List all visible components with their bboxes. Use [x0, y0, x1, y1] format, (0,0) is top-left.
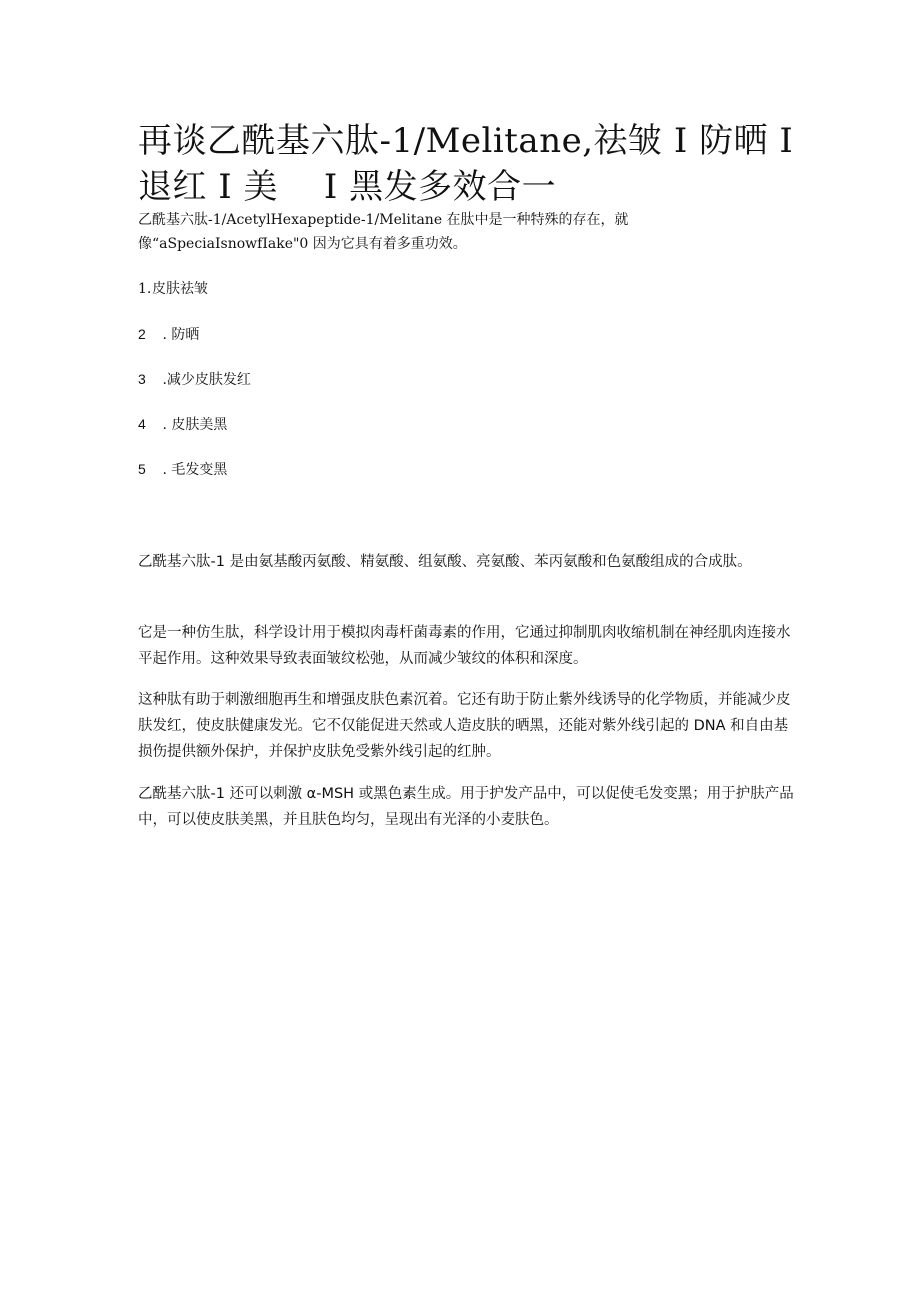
list-item [138, 368, 538, 413]
list-item [138, 413, 538, 458]
list-item-text: . 毛发变黑 [158, 462, 228, 478]
body-paragraph: 它是一种仿生肽，科学设计用于模拟肉毒杆菌毒素的作用，它通过抑制肌肉收缩机制在神经肌肉连接水平起作用。这种效果导致表面皱纹松弛，从而减少皱纹的体积和深度。 [138, 625, 791, 667]
body-paragraph: 乙酰基六肽-1 是由氨基酸丙氨酸、精氨酸、组氨酸、亮氨酸、苯丙氨酸和色氨酸组成的合成肽。 [138, 554, 752, 570]
list-item [138, 323, 538, 368]
body-paragraph: 乙酰基六肽-1 还可以刺激 α-MSH 或黑色素生成。用于护发产品中，可以促使毛发变黑；用于护肤产品中，可以使皮肤美黑，并且肤色均匀，呈现出有光泽的小麦肤色。 [138, 786, 794, 828]
intro-paragraph: 乙酰基六肽-1/AcetylHexapeptide-1/Melitane 在肽中是一种特殊的存在，就像“aSpeciaIsnowfIake"0 因为它具有着多重功效。 [138, 212, 629, 252]
list-item-text: 皮肤祛皱 [152, 281, 208, 297]
list-item-text: .减少皮肤发红 [158, 372, 251, 388]
list-item-number: 4 [138, 416, 146, 432]
list-item-number: 1. [138, 281, 152, 297]
list-item-text: . 防晒 [158, 327, 200, 343]
benefits-list [138, 278, 538, 503]
list-item-number: 2 [138, 326, 146, 342]
list-item-text: . 皮肤美黑 [158, 417, 228, 433]
list-item-number: 3 [138, 371, 146, 387]
list-item-number: 5 [138, 461, 146, 477]
document-title: 再谈乙酰基六肽-1/Melitane,祛皱 I 防晒 I 退红 I 美 I 黑发多效合一 [138, 121, 794, 207]
list-item [138, 278, 538, 323]
body-paragraph: 这种肽有助于刺激细胞再生和增强皮肤色素沉着。它还有助于防止紫外线诱导的化学物质，并能减少皮肤发红，使皮肤健康发光。它不仅能促进天然或人造皮肤的晒黑，还能对紫外线引起的 DNA 和自由基损伤提供额外保护，并保护皮肤免受紫外线引起的红肿。 [138, 692, 791, 760]
list-item [138, 458, 538, 503]
